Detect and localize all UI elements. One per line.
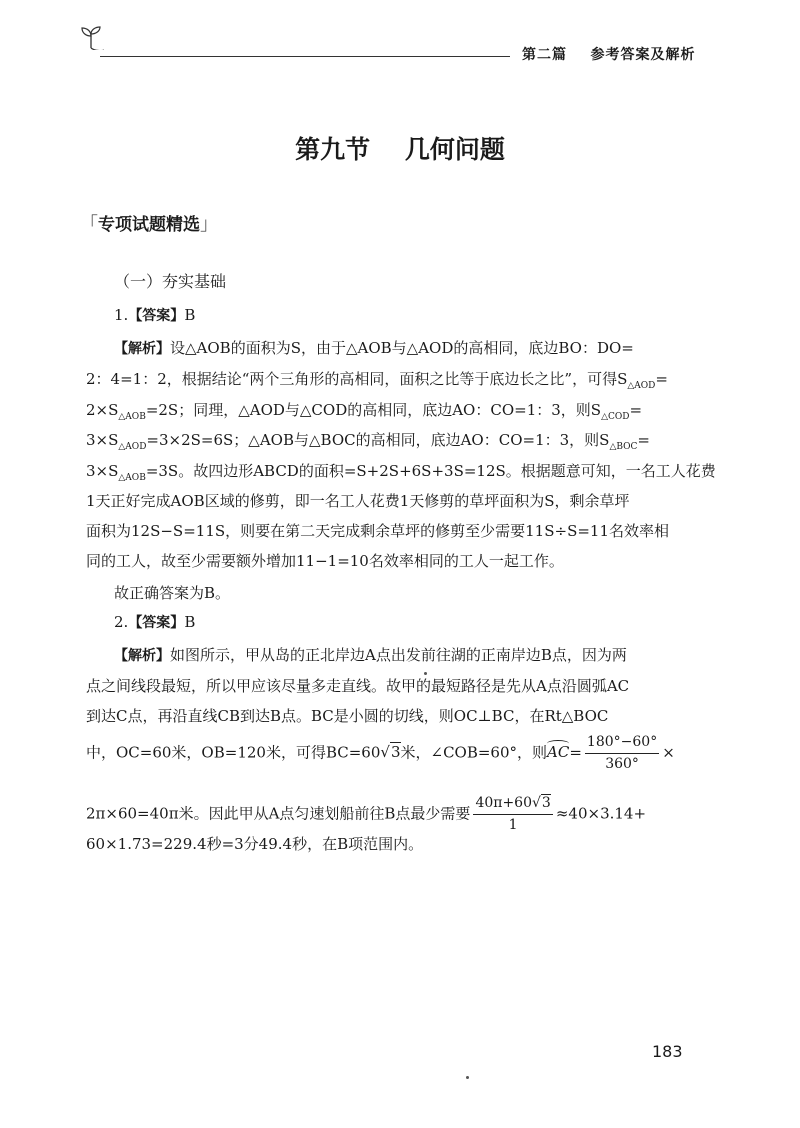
q2-number: 2. (114, 613, 129, 631)
sqrt-3-b: √3 (532, 795, 551, 811)
q1-number: 1. (114, 306, 129, 324)
q1-conclusion: 故正确答案为B。 (114, 584, 231, 602)
q2-text-1: 如图所示，甲从岛的正北岸边A点出发前往湖的正南岸边B点，因为两 (170, 646, 627, 664)
time-fraction-denominator: 1 (508, 816, 518, 833)
q1-analysis-line-2 (86, 370, 668, 392)
q2-analysis-line-1 (114, 646, 627, 665)
q1-text-5a: 3×S (86, 462, 119, 480)
header-rule (100, 56, 510, 57)
q1-text-3b: =2S；同理，△AOD与△COD的高相同，底边AO：CO=1：3，则S (145, 401, 602, 419)
sqrt-3-b-radicand: 3 (541, 795, 551, 811)
running-header: 第二篇 参考答案及解析 (522, 47, 696, 63)
q1-analysis-line-1 (114, 339, 634, 358)
q1-analysis-line-3 (86, 401, 642, 423)
q1-text-4a: 3×S (86, 431, 119, 449)
q1-text-3-end: = (629, 401, 643, 419)
q2-text-5a: 2π×60=40π米。因此甲从A点匀速划船前往B点最少需要 (86, 804, 471, 823)
q2-analysis-line-2: 点之间线段最短，所以甲应该尽量多走直线。故甲的最短路径是先从A点沿圆弧AC (86, 677, 630, 695)
q1-analysis-line-5 (86, 462, 716, 484)
scan-speck (466, 1076, 469, 1079)
q2-analysis-line-4 (86, 734, 675, 773)
q1-text-3a: 2×S (86, 401, 119, 419)
q2-equals: = (569, 743, 582, 762)
sqrt-3-radicand: 3 (390, 743, 401, 762)
q1-sub-aod: △AOD (627, 381, 656, 391)
q1-analysis-line-4 (86, 431, 650, 453)
q1-analysis-tag: 【解析】 (114, 341, 170, 357)
subsection-heading: （一）夯实基础 (114, 272, 227, 291)
q1-answer-tag: 【答案】 (128, 308, 185, 324)
q2-answer-tag: 【答案】 (128, 615, 185, 631)
time-fraction (473, 795, 552, 834)
q1-answer: B (184, 306, 196, 324)
q1-text-4b: =3×2S=6S；△AOB与△BOC的高相同，底边AO：CO=1：3，则S (146, 431, 610, 449)
page-title: 第九节 几何问题 (295, 135, 505, 164)
q2-answer: B (184, 613, 196, 631)
q1-analysis-line-6: 1天正好完成AOB区域的修剪，即一名工人花费1天修剪的草坪面积为S，剩余草坪 (86, 492, 630, 510)
q2-text-5b: ≈40×3.14+ (555, 804, 647, 823)
sqrt-3: √3 (380, 743, 401, 762)
q2-times: × (662, 743, 675, 762)
scan-speck (424, 672, 427, 675)
time-fraction-numerator (473, 795, 552, 815)
q2-text-4a: 中，OC=60米，OB=120米，可得BC=60 (86, 743, 381, 762)
q2-analysis-tag: 【解析】 (114, 648, 170, 664)
arc-ac: AC (547, 743, 570, 762)
q2-text-4b: 米，∠COB=60°，则 (400, 743, 548, 762)
sprout-icon (78, 24, 104, 50)
q1-analysis-line-8: 同的工人，故至少需要额外增加11−1=10名效率相同的工人一起工作。 (86, 552, 564, 570)
q1-text-2-end: = (655, 370, 668, 388)
q1-answer-line (114, 306, 195, 325)
q1-sub-cod: △COD (601, 412, 630, 422)
angle-fraction (585, 734, 659, 773)
section-left-bracket: 「 (80, 214, 98, 235)
q2-analysis-line-3: 到达C点，再沿直线CB到达B点。BC是小圆的切线，则OC⊥BC，在Rt△BOC (86, 707, 609, 725)
q1-sub-aob-2: △AOB (118, 473, 146, 483)
q1-text-4-end: = (637, 431, 650, 449)
q2-analysis-line-6: 60×1.73=229.4秒=3分49.4秒，在B项范围内。 (86, 835, 424, 853)
q1-sub-aod-2: △AOD (118, 442, 147, 452)
q1-text-2: 2：4=1：2，根据结论“两个三角形的高相同，面积之比等于底边长之比”，可得S (86, 370, 628, 388)
q2-answer-line (114, 613, 195, 632)
page-number: 183 (652, 1042, 683, 1061)
section-heading (80, 210, 218, 236)
time-fraction-numerator-text: 40π+60 (475, 795, 532, 811)
q1-text-1: 设△AOB的面积为S，由于△AOB与△AOD的高相同，底边BO：DO= (170, 339, 634, 357)
section-right-bracket: 」 (200, 214, 218, 235)
q1-sub-boc: △BOC (609, 442, 638, 452)
angle-fraction-numerator: 180°−60° (585, 734, 659, 754)
section-label: 专项试题精选 (98, 215, 200, 235)
q1-analysis-line-7: 面积为12S−S=11S，则要在第二天完成剩余草坪的修剪至少需要11S÷S=11名效率相 (86, 522, 670, 540)
q2-analysis-line-5 (86, 795, 646, 834)
q1-sub-aob: △AOB (118, 412, 146, 422)
q1-text-5b: =3S。故四边形ABCD的面积=S+2S+6S+3S=12S。根据题意可知，一名工人花费 (145, 462, 716, 480)
angle-fraction-denominator: 360° (605, 755, 639, 772)
